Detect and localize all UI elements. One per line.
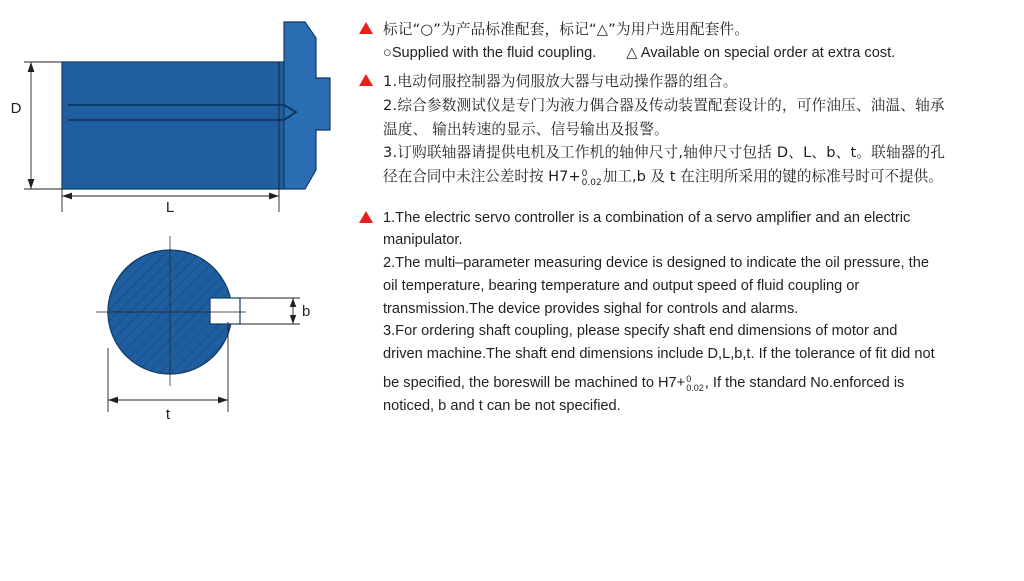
cn-note-line-4: 3.订购联轴器请提供电机及工作机的轴伸尺寸,轴伸尺寸包括 D、L、b、t。联轴器的孔	[383, 144, 946, 162]
tolerance-lower: 0.02	[686, 383, 704, 394]
legend-en-text	[383, 42, 1024, 65]
legend-cn-text: 标记“○”为产品标准配套，标记“△”为用户选用配套件。	[383, 21, 750, 38]
red-triangle-icon	[359, 22, 373, 34]
tolerance-fraction	[582, 170, 602, 188]
shaft-flange	[284, 22, 330, 189]
en-note-line-5: transmission.The device provides sighal for controls and alarms.	[383, 300, 799, 317]
legend-en-text-2: Available on special order at extra cost.	[640, 44, 896, 61]
cn-note-line-3: 温度、 输出转速的显示、信号输出及报警。	[383, 120, 669, 138]
dimension-label-b: b	[302, 303, 311, 320]
en-note-line-6: 3.For ordering shaft coupling, please specify shaft end dimensions of motor and	[383, 323, 898, 340]
red-triangle-icon	[359, 74, 373, 86]
cn-note-line-5	[383, 165, 1024, 189]
en-note-line-9: noticed, b and t can be not specified.	[383, 397, 621, 414]
cn-note-line-5-post: 加工,b 及 t 在注明所采用的键的标准号时可不提供。	[602, 167, 943, 185]
dimension-label-D: D	[10, 100, 22, 117]
shaft-body	[62, 62, 284, 189]
dimension-label-L: L	[165, 199, 175, 216]
keyway-notch	[210, 298, 240, 324]
cn-note-line-5-pre: 径在合同中未注公差时按 H7+	[383, 167, 581, 185]
tolerance-upper: 0	[581, 168, 588, 179]
shaft-coupling-drawing	[0, 0, 350, 581]
cn-note-line-2: 2.综合参数测试仪是专门为液力偶合器及传动装置配套设计的，可作油压、油温、轴承	[383, 97, 945, 115]
en-note-line-2: manipulator.	[383, 232, 463, 249]
en-note-line-8-post: , If the standard No.enforced is	[704, 374, 905, 391]
note-block-chinese	[357, 70, 1024, 188]
note-block-legend	[357, 18, 1024, 64]
tolerance-lower: 0.02	[581, 178, 602, 189]
notes-panel	[357, 0, 1024, 581]
tolerance-upper: 0	[686, 373, 692, 384]
en-note-line-7: driven machine.The shaft end dimensions include D,L,b,t. If the tolerance of fit did not	[383, 346, 935, 363]
red-triangle-icon	[359, 211, 373, 223]
legend-en-text-1: Supplied with the fluid coupling.	[391, 44, 597, 61]
dimension-b	[240, 298, 300, 324]
cn-note-line-1: 1.电动伺服控制器为伺服放大器与电动操作器的组合。	[383, 73, 738, 91]
note-block-english	[357, 207, 1024, 418]
tolerance-fraction	[686, 375, 704, 393]
en-note-line-8	[383, 372, 1024, 395]
dimension-D	[24, 62, 62, 189]
technical-drawing-panel	[0, 0, 350, 581]
shaft-section-view	[96, 236, 246, 386]
dimension-label-t: t	[165, 406, 171, 423]
en-note-line-8-pre: be specified, the boreswill be machined to H7+	[383, 374, 686, 391]
en-note-line-4: oil temperature, bearing temperature and output speed of fluid coupling or	[383, 277, 860, 294]
en-note-line-1: 1.The electric servo controller is a combination of a servo amplifier and an electric	[383, 209, 911, 226]
en-note-line-3: 2.The multi–parameter measuring device is designed to indicate the oil pressure, the	[383, 255, 929, 272]
legend-symbol-circle: ○	[383, 44, 392, 61]
shaft-side-view	[62, 22, 330, 189]
legend-symbol-triangle: △	[626, 44, 638, 61]
